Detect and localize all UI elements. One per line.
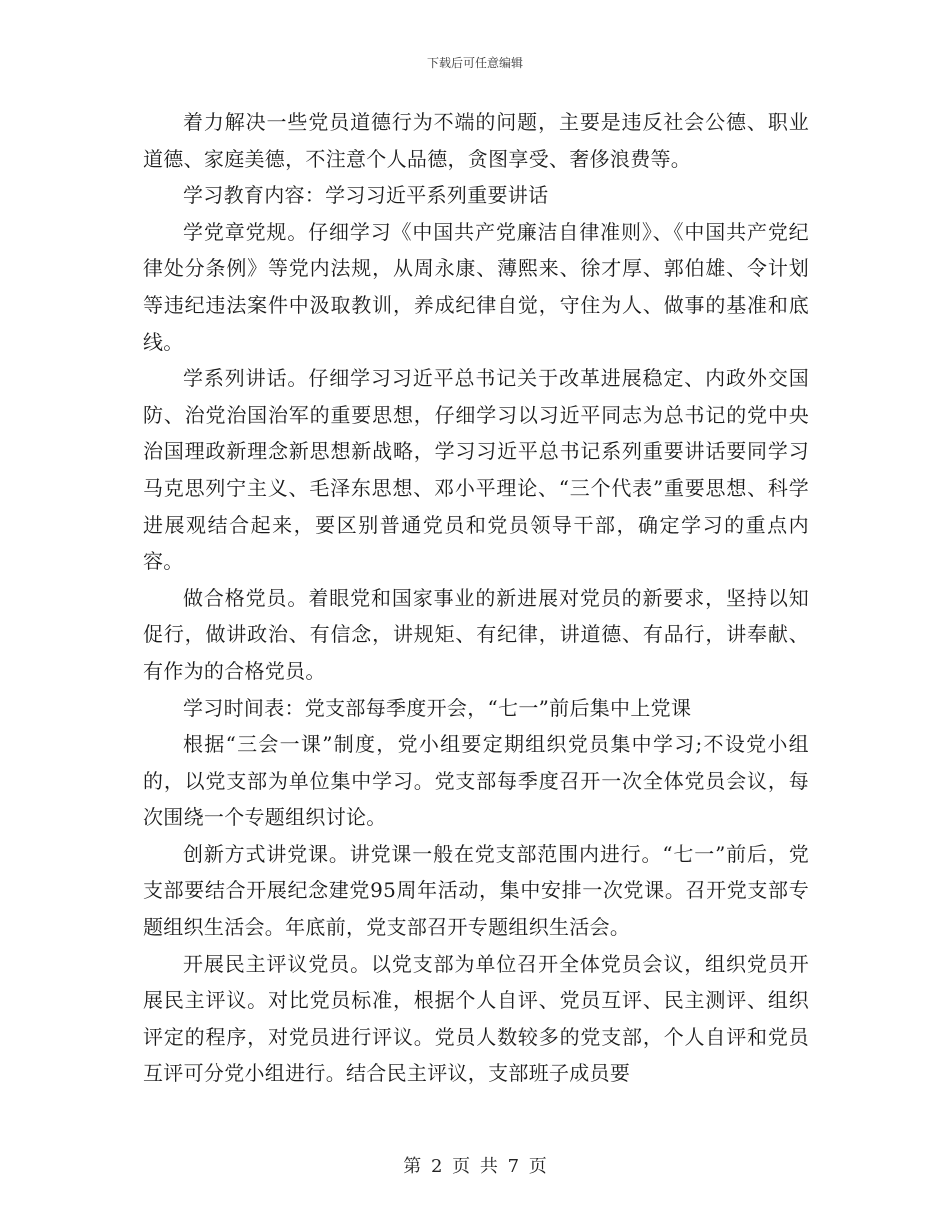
paragraph: 创新方式讲党课。讲党课一般在党支部范围内进行。“七一”前后，党支部要结合开展纪念建党95周年活动，集中安排一次党课。召开党支部专题组织生活会。年底前，党支部召开专题组织生活会。 (143, 841, 809, 940)
paragraph: 学党章党规。仔细学习《中国共产党廉洁自律准则》、《中国共产党纪律处分条例》等党内法规，从周永康、薄熙来、徐才厚、郭伯雄、令计划等违纪违法案件中汲取教训，养成纪律自觉，守住为人、做事的基准和底线。 (143, 219, 809, 354)
paragraph: 着力解决一些党员道德行为不端的问题，主要是违反社会公德、职业道德、家庭美德，不注意个人品德，贪图享受、奢侈浪费等。 (143, 110, 809, 171)
page-number: 第 2 页 共 7 页 (403, 1156, 547, 1177)
paragraph: 根据“三会一课”制度，党小组要定期组织党员集中学习;不设党小组的，以党支部为单位集中学习。党支部每季度召开一次全体党员会议，每次围绕一个专题组织讨论。 (143, 732, 809, 830)
section-heading: 学习时间表：党支部每季度开会，“七一”前后集中上党课 (183, 695, 692, 720)
page-header-note: 下载后可任意编辑 (426, 56, 523, 70)
paragraph: 开展民主评议党员。以党支部为单位召开全体党员会议，组织党员开展民主评议。对比党员标准，根据个人自评、党员互评、民主测评、组织评定的程序，对党员进行评议。党员人数较多的党支部，个人自评和党员互评可分党小组进行。结合民主评议，支部班子成员要 (143, 951, 809, 1086)
paragraph: 做合格党员。着眼党和国家事业的新进展对党员的新要求，坚持以知促行，做讲政治、有信念，讲规矩、有纪律，讲道德、有品行，讲奉献、有作为的合格党员。 (143, 585, 809, 683)
section-heading: 学习教育内容：学习习近平系列重要讲话 (183, 183, 549, 208)
document-body (143, 104, 809, 1092)
paragraph: 学系列讲话。仔细学习习近平总书记关于改革进展稳定、内政外交国防、治党治国治军的重要思想，仔细学习以习近平同志为总书记的党中央治国理政新理念新思想新战略，学习习近平总书记系列重要讲话要同学习马克思列宁主义、毛泽东思想、邓小平理论、“三个代表”重要思想、科学进展观结合起来，要区别普通党员和党员领导干部，确定学习的重点内容。 (143, 366, 809, 574)
